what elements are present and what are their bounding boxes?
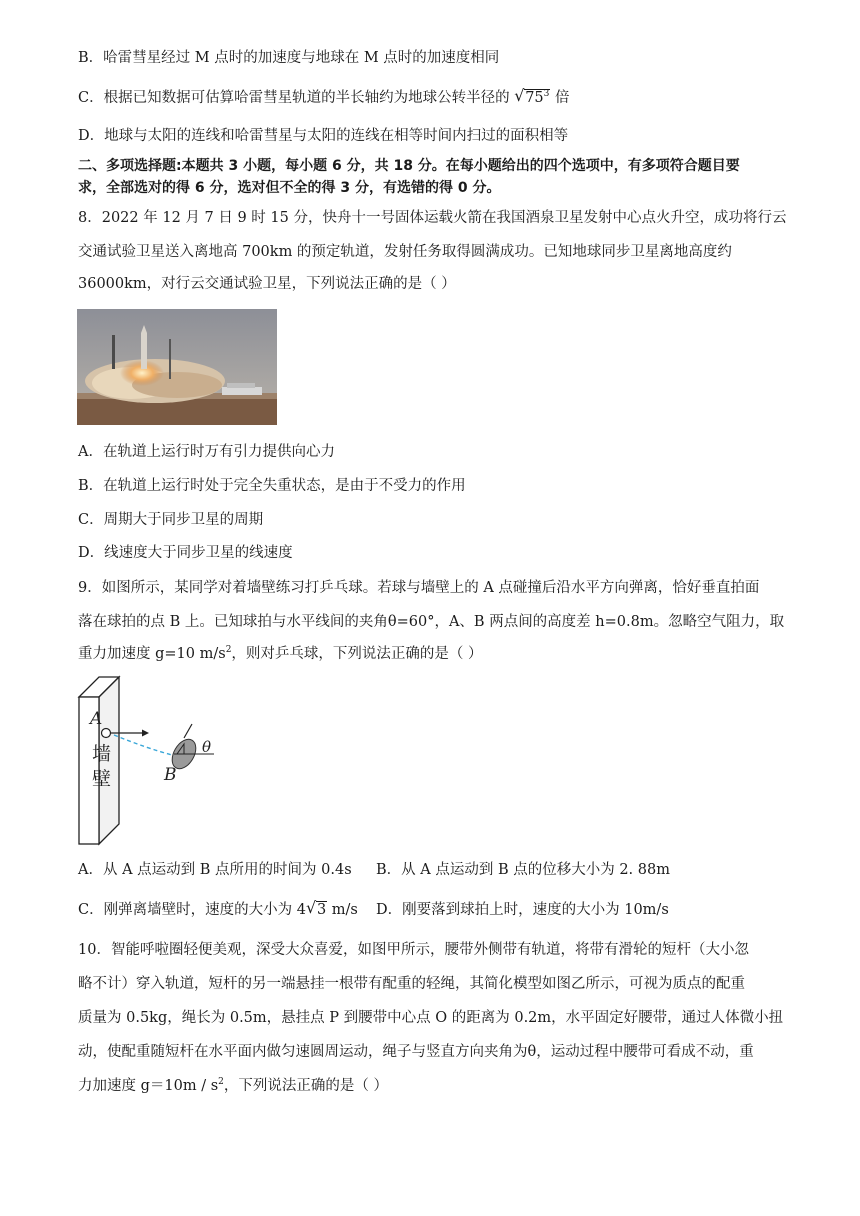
- ping-pong-wall-diagram: [74, 672, 234, 850]
- point-a-label: A: [90, 709, 103, 729]
- q9-line3-suffix: ，则对乒乓球，下列说法正确的是（ ）: [231, 646, 483, 662]
- q9-option-c-text: C．刚弹离墙壁时，速度的大小为 4: [78, 902, 306, 918]
- point-b-label: B: [164, 765, 177, 785]
- q9-line3-text: 重力加速度 g=10 m/s: [78, 646, 226, 662]
- q9-line3: [78, 644, 483, 664]
- q8-option-b: B．在轨道上运行时处于完全失重状态，是由于不受力的作用: [78, 478, 466, 494]
- q8-option-a: A．在轨道上运行时万有引力提供向心力: [78, 444, 335, 460]
- radicand: 75: [525, 90, 544, 106]
- q10-line5-text: 力加速度 g＝10m / s: [78, 1078, 219, 1094]
- racket-handle: [184, 724, 192, 738]
- superscript-2: 2: [225, 645, 232, 656]
- q9-option-c: [78, 900, 358, 920]
- q10-line5-suffix: ，下列说法正确的是（ ）: [223, 1078, 388, 1094]
- section-heading-line1: 二、多项选择题:本题共 3 小题，每小题 6 分，共 18 分。在每小题给出的四个选项中，有多项符合题目要: [78, 158, 740, 174]
- section-heading-line2: 求，全部选对的得 6 分，选对但不全的得 3 分，有选错的得 0 分。: [78, 180, 501, 196]
- sqrt-expression: √ 3: [305, 898, 327, 918]
- q7-option-d: D．地球与太阳的连线和哈雷彗星与太阳的连线在相等时间内扫过的面积相等: [78, 128, 569, 144]
- q7-option-c-suffix: 倍: [555, 90, 570, 106]
- q8-line3: 36000km，对行云交通试验卫星，下列说法正确的是（ ）: [78, 276, 456, 292]
- q8-option-c: C．周期大于同步卫星的周期: [78, 512, 264, 528]
- wall-label-1: 墙: [92, 743, 112, 765]
- trajectory: [114, 735, 172, 755]
- q8-option-d: D．线速度大于同步卫星的线速度: [78, 545, 293, 561]
- q8-line2: 交通试验卫星送入离地高 700km 的预定轨道，发射任务取得圆满成功。已知地球同步卫星离地高度约: [78, 244, 732, 260]
- wall-label-2: 壁: [92, 768, 112, 790]
- theta-label: θ: [202, 738, 212, 756]
- q7-option-c: [78, 88, 570, 108]
- sqrt-expression: √ $75^3$: [514, 86, 550, 106]
- q7-option-b: B．哈雷彗星经过 M 点时的加速度与地球在 M 点时的加速度相同: [78, 50, 500, 66]
- q10-line4: 动，使配重随短杆在水平面内做匀速圆周运动，绳子与竖直方向夹角为θ，运动过程中腰带可看成不动，重: [78, 1044, 754, 1060]
- q7-option-c-text: C．根据已知数据可估算哈雷彗星轨道的半长轴约为地球公转半径的: [78, 90, 510, 106]
- q9-option-b: B．从 A 点运动到 B 点的位移大小为 2. 88m: [376, 862, 670, 878]
- q10-line5: [78, 1076, 388, 1096]
- radicand: 3: [316, 902, 327, 918]
- rocket-launch-photo: [77, 309, 277, 425]
- q10-line2: 略不计）穿入轨道，短杆的另一端悬挂一根带有配重的轻绳，其简化模型如图乙所示，可视为质点的配重: [78, 976, 745, 992]
- q10-line3: 质量为 0.5kg，绳长为 0.5m，悬挂点 P 到腰带中心点 O 的距离为 0.2m，水平固定好腰带，通过人体微小扭: [78, 1010, 784, 1026]
- q9-option-c-suffix: m/s: [327, 902, 358, 918]
- q9-line1: 9．如图所示，某同学对着墙壁练习打乒乓球。若球与墙壁上的 A 点碰撞后沿水平方向弹离，恰好垂直拍面: [78, 580, 760, 596]
- exponent: 3: [543, 89, 550, 100]
- q8-line1: 8．2022 年 12 月 7 日 9 时 15 分，快舟十一号固体运载火箭在我国酒泉卫星发射中心点火升空，成功将行云: [78, 210, 787, 226]
- q9-option-d: D．刚要落到球拍上时，速度的大小为 10m/s: [376, 902, 669, 918]
- q9-line2: 落在球拍的点 B 上。已知球拍与水平线间的夹角θ=60°，A、B 两点间的高度差 h=0.8m。忽略空气阻力，取: [78, 614, 785, 630]
- ball-at-a: [102, 729, 111, 738]
- superscript-2: 2: [218, 1077, 224, 1088]
- q10-line1: 10．智能呼啦圈轻便美观，深受大众喜爱，如图甲所示，腰带外侧带有轨道，将带有滑轮的短杆（大小忽: [78, 942, 749, 958]
- q9-option-a: A．从 A 点运动到 B 点所用的时间为 0.4s: [78, 862, 352, 878]
